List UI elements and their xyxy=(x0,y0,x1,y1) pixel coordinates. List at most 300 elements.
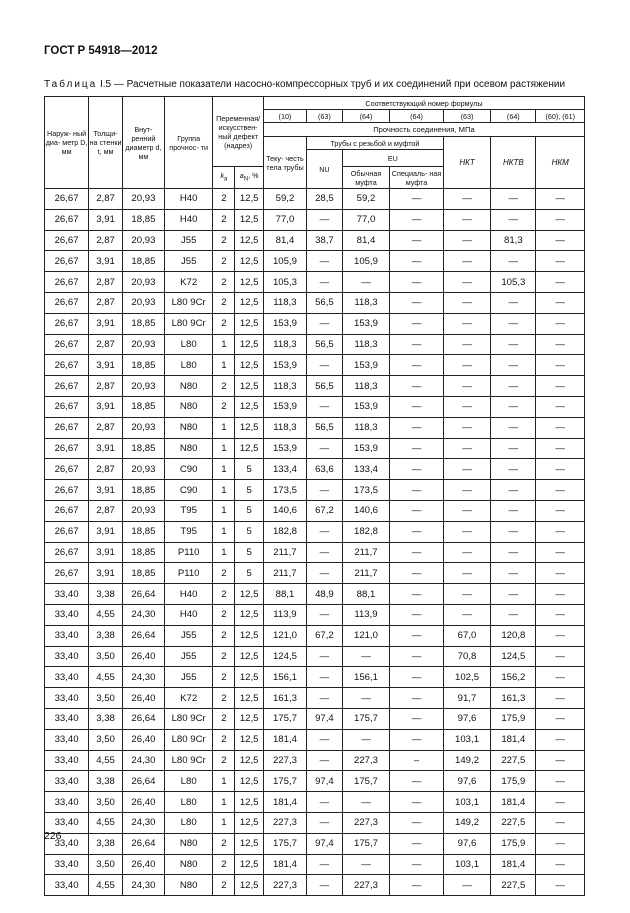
table-cell: 26,67 xyxy=(45,563,89,584)
table-cell: 5 xyxy=(235,542,263,563)
table-cell: 20,93 xyxy=(122,376,164,397)
table-cell: 91,7 xyxy=(443,688,490,709)
table-cell: 4,55 xyxy=(89,750,123,771)
table-cell: — xyxy=(536,688,585,709)
table-cell: 1 xyxy=(213,771,235,792)
table-cell: 175,9 xyxy=(491,771,536,792)
table-cell: — xyxy=(443,459,490,480)
table-cell: 120,8 xyxy=(491,625,536,646)
table-cell: 3,91 xyxy=(89,396,123,417)
table-cell: 3,91 xyxy=(89,480,123,501)
table-cell: — xyxy=(307,729,343,750)
table-cell: 3,50 xyxy=(89,729,123,750)
table-cell: 33,40 xyxy=(45,625,89,646)
table-cell: 12,5 xyxy=(235,854,263,875)
table-cell: 211,7 xyxy=(263,563,306,584)
table-cell: — xyxy=(491,355,536,376)
table-cell: 24,30 xyxy=(122,667,164,688)
table-cell: — xyxy=(536,480,585,501)
table-cell: 181,4 xyxy=(491,854,536,875)
table-cell: 4,55 xyxy=(89,812,123,833)
table-cell: — xyxy=(443,292,490,313)
table-cell: 26,64 xyxy=(122,771,164,792)
table-cell: — xyxy=(443,584,490,605)
table-cell: 181,4 xyxy=(263,729,306,750)
table-cell: 1 xyxy=(213,521,235,542)
table-cell: 118,3 xyxy=(342,376,389,397)
table-cell: — xyxy=(307,272,343,293)
table-cell: 12,5 xyxy=(235,209,263,230)
table-cell: 24,30 xyxy=(122,812,164,833)
table-cell: 20,93 xyxy=(122,334,164,355)
table-cell: — xyxy=(491,376,536,397)
table-cell: 20,93 xyxy=(122,189,164,210)
table-cell: — xyxy=(307,480,343,501)
table-cell: — xyxy=(443,438,490,459)
table-row xyxy=(45,417,585,438)
table-cell: 113,9 xyxy=(263,604,306,625)
table-cell: — xyxy=(536,771,585,792)
table-cell: — xyxy=(390,417,444,438)
table-cell: 2 xyxy=(213,604,235,625)
table-cell: 5 xyxy=(235,480,263,501)
table-cell: 12,5 xyxy=(235,729,263,750)
table-cell: — xyxy=(443,334,490,355)
table-cell: 3,38 xyxy=(89,708,123,729)
table-cell: 18,85 xyxy=(122,480,164,501)
table-cell: 12,5 xyxy=(235,251,263,272)
table-cell: N80 xyxy=(164,417,212,438)
table-cell: 26,67 xyxy=(45,355,89,376)
table-cell: L80 xyxy=(164,792,212,813)
table-row xyxy=(45,396,585,417)
table-cell: 1 xyxy=(213,459,235,480)
table-cell: 133,4 xyxy=(342,459,389,480)
table-cell: 33,40 xyxy=(45,771,89,792)
table-cell: — xyxy=(390,521,444,542)
table-cell: 26,67 xyxy=(45,313,89,334)
table-row xyxy=(45,688,585,709)
table-cell: 12,5 xyxy=(235,334,263,355)
table-cell: — xyxy=(390,292,444,313)
table-cell: 12,5 xyxy=(235,417,263,438)
table-cell: 33,40 xyxy=(45,812,89,833)
table-cell: 33,40 xyxy=(45,667,89,688)
table-cell: 227,5 xyxy=(491,750,536,771)
table-cell: 227,3 xyxy=(342,750,389,771)
table-cell: — xyxy=(536,792,585,813)
table-cell: — xyxy=(390,625,444,646)
col-defect: Переменная/ искусствен- ный дефект (надрез) xyxy=(213,97,264,167)
table-cell: 2 xyxy=(213,854,235,875)
table-row xyxy=(45,230,585,251)
table-row xyxy=(45,875,585,896)
table-cell: 2 xyxy=(213,272,235,293)
table-cell: 227,3 xyxy=(263,812,306,833)
table-row xyxy=(45,604,585,625)
table-cell: — xyxy=(307,542,343,563)
table-row xyxy=(45,376,585,397)
table-cell: — xyxy=(491,313,536,334)
table-cell: T95 xyxy=(164,521,212,542)
table-cell: 118,3 xyxy=(263,334,306,355)
table-cell: 105,9 xyxy=(263,251,306,272)
col-outer-diameter: Наруж- ный диа- метр D, мм xyxy=(45,97,89,189)
table-cell: 26,40 xyxy=(122,854,164,875)
table-cell: 5 xyxy=(235,521,263,542)
table-cell: — xyxy=(491,334,536,355)
table-cell: 12,5 xyxy=(235,604,263,625)
table-cell: 33,40 xyxy=(45,750,89,771)
table-cell: H40 xyxy=(164,584,212,605)
table-cell: T95 xyxy=(164,500,212,521)
col-body-yield: Теку- честь тела трубы xyxy=(263,137,306,189)
table-cell: — xyxy=(443,500,490,521)
table-cell: 67,2 xyxy=(307,500,343,521)
col-inner-diameter: Внут- ренний диаметр d, мм xyxy=(122,97,164,189)
table-cell: 67,0 xyxy=(443,625,490,646)
table-cell: 175,7 xyxy=(342,771,389,792)
table-cell: N80 xyxy=(164,396,212,417)
table-cell: 3,91 xyxy=(89,521,123,542)
table-cell: 227,3 xyxy=(263,750,306,771)
table-cell: 227,3 xyxy=(263,875,306,896)
table-cell: L80 9Cr xyxy=(164,729,212,750)
table-cell: 33,40 xyxy=(45,875,89,896)
table-cell: — xyxy=(536,708,585,729)
table-cell: 12,5 xyxy=(235,376,263,397)
table-cell: 173,5 xyxy=(263,480,306,501)
table-cell: 2,87 xyxy=(89,500,123,521)
table-cell: J55 xyxy=(164,251,212,272)
table-row xyxy=(45,189,585,210)
table-cell: 2 xyxy=(213,563,235,584)
table-cell: — xyxy=(491,459,536,480)
table-cell: — xyxy=(307,792,343,813)
table-cell: — xyxy=(342,792,389,813)
table-cell: — xyxy=(390,563,444,584)
table-cell: 3,50 xyxy=(89,854,123,875)
table-cell: 33,40 xyxy=(45,604,89,625)
table-cell: 67,2 xyxy=(307,625,343,646)
table-cell: 153,9 xyxy=(342,313,389,334)
table-cell: 140,6 xyxy=(263,500,306,521)
table-row xyxy=(45,272,585,293)
table-cell: 2,87 xyxy=(89,459,123,480)
table-cell: 118,3 xyxy=(263,376,306,397)
table-cell: 153,9 xyxy=(342,396,389,417)
table-cell: 2 xyxy=(213,833,235,854)
table-cell: J55 xyxy=(164,667,212,688)
col-nu: NU xyxy=(307,150,343,189)
table-cell: 18,85 xyxy=(122,251,164,272)
table-cell: 56,5 xyxy=(307,376,343,397)
table-cell: — xyxy=(443,417,490,438)
table-row xyxy=(45,729,585,750)
table-cell: — xyxy=(307,750,343,771)
table-cell: 56,5 xyxy=(307,334,343,355)
table-cell: 2 xyxy=(213,708,235,729)
table-cell: — xyxy=(390,313,444,334)
table-cell: 1 xyxy=(213,500,235,521)
table-cell: 81,3 xyxy=(491,230,536,251)
table-cell: 97,6 xyxy=(443,833,490,854)
table-cell: 102,5 xyxy=(443,667,490,688)
table-cell: 20,93 xyxy=(122,500,164,521)
page-number: 226 xyxy=(44,830,62,842)
table-cell: 103,1 xyxy=(443,854,490,875)
table-cell: — xyxy=(443,480,490,501)
table-cell: 77,0 xyxy=(342,209,389,230)
table-cell: — xyxy=(390,251,444,272)
table-cell: 2 xyxy=(213,230,235,251)
table-cell: 3,50 xyxy=(89,646,123,667)
table-cell: — xyxy=(536,604,585,625)
table-cell: — xyxy=(491,396,536,417)
table-cell: — xyxy=(536,355,585,376)
table-cell: 12,5 xyxy=(235,584,263,605)
table-cell: — xyxy=(390,584,444,605)
table-cell: 113,9 xyxy=(342,604,389,625)
table-cell: — xyxy=(443,209,490,230)
table-cell: — xyxy=(491,292,536,313)
table-cell: 173,5 xyxy=(342,480,389,501)
table-cell: — xyxy=(491,563,536,584)
table-cell: N80 xyxy=(164,854,212,875)
table-cell: — xyxy=(536,396,585,417)
table-cell: 24,30 xyxy=(122,750,164,771)
table-cell: 2 xyxy=(213,189,235,210)
table-cell: 12,5 xyxy=(235,771,263,792)
table-cell: — xyxy=(390,480,444,501)
table-cell: 12,5 xyxy=(235,396,263,417)
table-row xyxy=(45,355,585,376)
table-cell: — xyxy=(342,688,389,709)
table-cell: — xyxy=(307,604,343,625)
table-cell: 1 xyxy=(213,438,235,459)
table-row xyxy=(45,812,585,833)
table-cell: 12,5 xyxy=(235,708,263,729)
table-cell: 1 xyxy=(213,417,235,438)
table-cell: 118,3 xyxy=(342,334,389,355)
table-cell: 153,9 xyxy=(342,355,389,376)
table-cell: 124,5 xyxy=(491,646,536,667)
table-cell: — xyxy=(307,355,343,376)
table-cell: — xyxy=(390,355,444,376)
table-cell: 38,7 xyxy=(307,230,343,251)
formula-number: (60), (61) xyxy=(536,110,585,123)
table-cell: — xyxy=(390,812,444,833)
table-cell: 18,85 xyxy=(122,563,164,584)
table-cell: — xyxy=(307,438,343,459)
table-cell: 33,40 xyxy=(45,708,89,729)
table-cell: 97,6 xyxy=(443,771,490,792)
table-cell: 26,67 xyxy=(45,396,89,417)
table-cell: C90 xyxy=(164,459,212,480)
table-cell: 3,91 xyxy=(89,251,123,272)
strength-header: Прочность соединения, МПа xyxy=(263,123,584,137)
formula-number: (64) xyxy=(390,110,444,123)
table-cell: L80 9Cr xyxy=(164,750,212,771)
table-cell: 26,64 xyxy=(122,833,164,854)
table-cell: 3,50 xyxy=(89,688,123,709)
table-cell: – xyxy=(390,750,444,771)
table-cell: 181,4 xyxy=(491,792,536,813)
table-row xyxy=(45,438,585,459)
table-cell: 56,5 xyxy=(307,417,343,438)
table-cell: 175,7 xyxy=(263,833,306,854)
table-cell: 105,3 xyxy=(263,272,306,293)
table-cell: 12,5 xyxy=(235,792,263,813)
formula-number-header: Соответствующий номер формулы xyxy=(263,97,584,110)
table-cell: — xyxy=(491,438,536,459)
table-cell: 105,3 xyxy=(491,272,536,293)
table-cell: — xyxy=(390,688,444,709)
formula-number: (63) xyxy=(443,110,490,123)
table-cell: — xyxy=(536,625,585,646)
table-cell: 153,9 xyxy=(263,355,306,376)
table-cell: 12,5 xyxy=(235,688,263,709)
table-cell: 181,4 xyxy=(491,729,536,750)
table-cell: 118,3 xyxy=(263,417,306,438)
table-cell: J55 xyxy=(164,625,212,646)
table-cell: 182,8 xyxy=(342,521,389,542)
table-cell: 24,30 xyxy=(122,875,164,896)
table-row xyxy=(45,209,585,230)
table-cell: 20,93 xyxy=(122,459,164,480)
table-cell: 18,85 xyxy=(122,396,164,417)
table-cell: 2,87 xyxy=(89,189,123,210)
table-cell: — xyxy=(307,812,343,833)
table-cell: N80 xyxy=(164,875,212,896)
table-cell: 3,91 xyxy=(89,542,123,563)
table-cell: 133,4 xyxy=(263,459,306,480)
table-cell: L80 xyxy=(164,334,212,355)
table-cell: 3,91 xyxy=(89,563,123,584)
table-cell: 4,55 xyxy=(89,667,123,688)
table-cell: 33,40 xyxy=(45,792,89,813)
table-cell: — xyxy=(536,584,585,605)
table-cell: 63,6 xyxy=(307,459,343,480)
table-cell: 26,67 xyxy=(45,480,89,501)
table-cell: 12,5 xyxy=(235,313,263,334)
table-cell: 153,9 xyxy=(342,438,389,459)
table-cell: 12,5 xyxy=(235,438,263,459)
table-cell: — xyxy=(536,189,585,210)
table-cell: 33,40 xyxy=(45,729,89,750)
table-cell: 5 xyxy=(235,563,263,584)
table-cell: 149,2 xyxy=(443,750,490,771)
table-cell: 161,3 xyxy=(263,688,306,709)
table-cell: 121,0 xyxy=(342,625,389,646)
col-nkt: НКТ xyxy=(443,137,490,189)
table-row xyxy=(45,500,585,521)
table-cell: H40 xyxy=(164,209,212,230)
table-cell: 26,67 xyxy=(45,189,89,210)
col-ka: $k_a$ xyxy=(213,167,235,189)
table-cell: — xyxy=(536,646,585,667)
table-cell: — xyxy=(536,251,585,272)
table-cell: — xyxy=(536,292,585,313)
table-cell: 3,91 xyxy=(89,209,123,230)
table-cell: 121,0 xyxy=(263,625,306,646)
table-cell: 12,5 xyxy=(235,646,263,667)
table-cell: 97,4 xyxy=(307,708,343,729)
table-caption-text: I.5 — Расчетные показатели насосно-компрессорных труб и их соединений при осевом растяжении xyxy=(97,79,566,90)
table-cell: 181,4 xyxy=(263,792,306,813)
table-cell: 2 xyxy=(213,750,235,771)
table-cell: — xyxy=(307,688,343,709)
data-table xyxy=(44,96,585,896)
table-cell: 12,5 xyxy=(235,750,263,771)
table-cell: — xyxy=(443,313,490,334)
table-cell: 2,87 xyxy=(89,417,123,438)
table-cell: 211,7 xyxy=(263,542,306,563)
table-cell: — xyxy=(307,875,343,896)
table-cell: 97,6 xyxy=(443,708,490,729)
table-cell: 5 xyxy=(235,459,263,480)
table-cell: — xyxy=(390,438,444,459)
table-cell: 20,93 xyxy=(122,272,164,293)
col-special-coupling: Специаль- ная муфта xyxy=(390,167,444,189)
table-cell: 3,38 xyxy=(89,833,123,854)
table-header xyxy=(45,97,585,189)
table-cell: 26,67 xyxy=(45,251,89,272)
table-cell: 211,7 xyxy=(342,542,389,563)
table-cell: 26,67 xyxy=(45,459,89,480)
table-cell: — xyxy=(307,521,343,542)
table-cell: 26,40 xyxy=(122,688,164,709)
table-cell: 4,55 xyxy=(89,875,123,896)
table-cell: 12,5 xyxy=(235,625,263,646)
table-row xyxy=(45,521,585,542)
table-cell: 26,40 xyxy=(122,792,164,813)
table-cell: — xyxy=(443,251,490,272)
table-cell: 12,5 xyxy=(235,189,263,210)
table-row xyxy=(45,251,585,272)
table-cell: 26,67 xyxy=(45,334,89,355)
table-row xyxy=(45,334,585,355)
table-cell: N80 xyxy=(164,376,212,397)
table-cell: 81,4 xyxy=(263,230,306,251)
table-cell: N80 xyxy=(164,833,212,854)
table-cell: 33,40 xyxy=(45,584,89,605)
table-row xyxy=(45,480,585,501)
table-cell: — xyxy=(536,521,585,542)
table-cell: — xyxy=(390,500,444,521)
table-cell: 149,2 xyxy=(443,812,490,833)
formula-number: (63) xyxy=(307,110,343,123)
table-cell: 175,7 xyxy=(342,708,389,729)
table-cell: — xyxy=(307,563,343,584)
table-cell: — xyxy=(443,355,490,376)
table-cell: — xyxy=(443,521,490,542)
table-cell: 175,7 xyxy=(263,708,306,729)
table-row xyxy=(45,292,585,313)
table-cell: 153,9 xyxy=(263,313,306,334)
table-cell: — xyxy=(536,750,585,771)
table-cell: 12,5 xyxy=(235,667,263,688)
table-row xyxy=(45,667,585,688)
table-caption xyxy=(44,79,604,90)
table-cell: 4,55 xyxy=(89,604,123,625)
table-cell: N80 xyxy=(164,438,212,459)
table-cell: — xyxy=(443,230,490,251)
table-cell: — xyxy=(491,209,536,230)
table-cell: — xyxy=(491,542,536,563)
table-cell: 18,85 xyxy=(122,542,164,563)
table-row xyxy=(45,833,585,854)
